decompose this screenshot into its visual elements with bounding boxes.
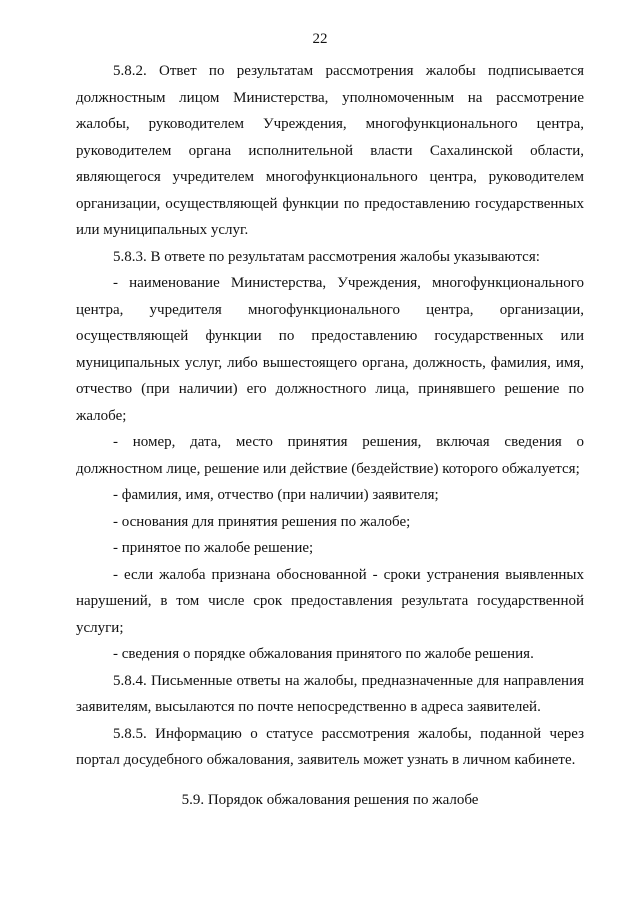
paragraph-5-8-2: 5.8.2. Ответ по результатам рассмотрения жалобы подписывается должностным лицом Министерства, уполномоченным на рассмотрение жалобы, руководителем Учреждения, многофункционального центра, руководителем органа исполнительной власти Сахалинской области, являющегося учредителем многофункционального центра, руководителем организации, осуществляющей функции по предоставлению государственных или муниципальных услуг. bbox=[76, 63, 584, 238]
section-heading-5-9: 5.9. Порядок обжалования решения по жалобе bbox=[181, 792, 479, 808]
list-item-name-of-body: - наименование Министерства, Учреждения, многофункционального центра, учредителя многофункционального центра, организации, осуществляющей функции по предоставлению государственных или муниципальных услуг, либо вышестоящего органа, должность, фамилия, имя, отчество (при наличии) его должностного лица, принявшего решение по жалобе; bbox=[76, 275, 584, 424]
list-item-decision-details: - номер, дата, место принятия решения, включая сведения о должностном лице, решение или действие (бездействие) которого обжалуется; bbox=[76, 434, 584, 477]
list-item-applicant-name: - фамилия, имя, отчество (при наличии) заявителя; bbox=[113, 487, 439, 503]
list-item-justified-complaint: - если жалоба признана обоснованной - сроки устранения выявленных нарушений, в том числе срок предоставления результата государственной услуги; bbox=[76, 566, 584, 636]
list-item-appeal-procedure: - сведения о порядке обжалования принятого по жалобе решения. bbox=[113, 646, 534, 662]
document-body bbox=[76, 58, 584, 774]
list-item-decision-grounds: - основания для принятия решения по жалобе; bbox=[113, 513, 411, 530]
list-item-decision: - принятое по жалобе решение; bbox=[113, 540, 314, 556]
paragraph-5-8-5: 5.8.5. Информацию о статусе рассмотрения жалобы, поданной через портал досудебного обжалования, заявитель может узнать в личном кабинете. bbox=[76, 725, 584, 768]
paragraph-5-8-3: 5.8.3. В ответе по результатам рассмотрения жалобы указываются: bbox=[113, 248, 540, 265]
page-number: 22 bbox=[312, 31, 328, 47]
paragraph-5-8-4: 5.8.4. Письменные ответы на жалобы, предназначенные для направления заявителям, высылаются по почте непосредственно в адреса заявителей. bbox=[76, 672, 584, 715]
